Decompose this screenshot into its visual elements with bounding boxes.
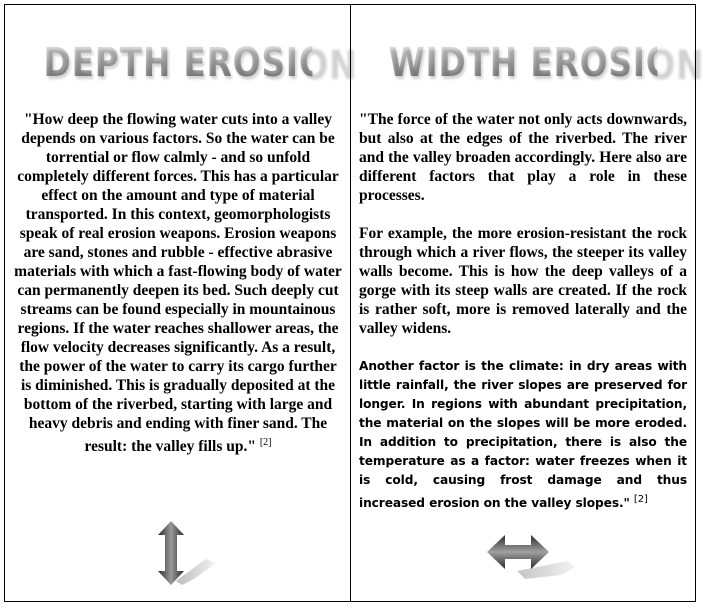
depth-erosion-reference[interactable]: [2] — [259, 437, 272, 448]
width-erosion-paragraph-3-wrap — [359, 357, 687, 513]
width-erosion-heading: WIDTH EROSION — [389, 37, 658, 89]
depth-erosion-text — [14, 110, 342, 456]
vertical-double-arrow-icon — [158, 521, 220, 587]
width-erosion-paragraph-1: "The force of the water not only acts downwards, but also at the edges of the riverbed. The river and the valley broaden accordingly. Here also are different factors that play a role in these processes. — [359, 111, 687, 204]
two-column-table — [4, 4, 703, 602]
width-erosion-reference[interactable]: [2] — [633, 494, 648, 505]
width-erosion-column — [351, 5, 703, 601]
width-erosion-paragraph-2: For example, the more erosion-resistant the rock through which a river flows, the steeper its valley walls become. This is how the deep valleys of a gorge with its steep walls are created. If the rock is rather soft, more is removed laterally and the valley widens. — [359, 225, 687, 337]
depth-erosion-body: "How deep the flowing water cuts into a valley depends on various factors. So the water can be torrential or flow calmly - and so unfold completely different forces. This has a particular effect on the amount and type of material transported. In this context, geomorphologists speak of real erosion weapons. Erosion weapons are sand, stones and rubble - effective abrasive materials with which a fast-flowing body of water can permanently deepen its bed. Such deeply cut streams can be found especially in mountainous regions. If the water reaches shallower areas, the flow velocity decreases significantly. As a result, the power of the water to carry its cargo further is diminished. This is gradually deposited at the bottom of the riverbed, starting with large and heavy debris and ending with finer sand. The result: the valley fills up." — [14, 111, 342, 456]
depth-erosion-heading: DEPTH EROSION — [44, 37, 313, 89]
horizontal-double-arrow-icon — [487, 535, 577, 581]
width-erosion-paragraph-3: Another factor is the climate: in dry areas with little rainfall, the river slopes are preserved for longer. In regions with abundant precipitation, the material on the slopes will be more eroded. In addition to precipitation, there is also the temperature as a factor: water freezes when it is cold, causing frost damage and thus increased erosion on the valley slopes." — [359, 359, 687, 511]
width-erosion-text — [359, 110, 687, 513]
depth-erosion-column — [5, 5, 356, 601]
